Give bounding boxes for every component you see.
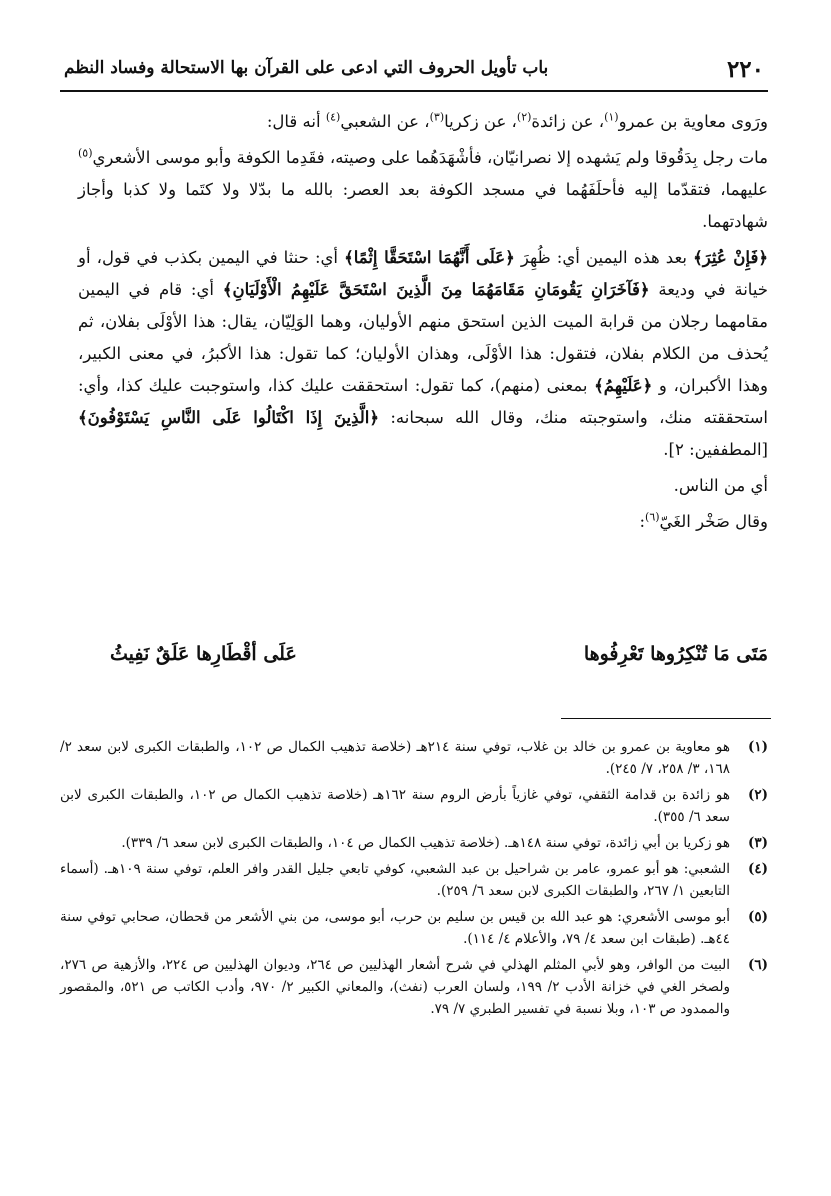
poem-verse (110, 636, 768, 672)
footnote-text: هو زكريا بن أبي زائدة، توفي سنة ١٤٨هـ. (خلاصة تذهيب الكمال ص ١٠٤، والطبقات الكبرى لابن سعد ٦/ ٣٣٩). (121, 835, 730, 851)
footnote (60, 954, 768, 1020)
verse-first-hemistich: مَتَى مَا تُنْكِرُوها تَعْرِفُوها (583, 643, 768, 665)
footnote-number: (٣) (747, 835, 768, 851)
footnote-text: هو زائدة بن قدامة الثقفي، توفي غازياً بأرض الروم سنة ١٦٢هـ (خلاصة تذهيب الكمال ص ١٠٢، والطبقات الكبرى لابن سعد ٦/ ٣٥٥). (60, 787, 730, 825)
footnote-text: الشعبي: هو أبو عمرو، عامر بن شراحيل بن عبد الشعبي، كوفي تابعي جليل القدر وافر العلم، توفي سنة ١٠٩هـ. (أسماء التابعين ١/ ٢٦٧، والطبقات الكبرى لابن سعد ٦/ ٢٥٩). (60, 861, 730, 899)
footnote (60, 736, 768, 780)
footnote-number: (٢) (747, 787, 768, 803)
footnote-ref-6[interactable]: (٦) (645, 510, 660, 524)
running-title: باب تأويل الحروف التي ادعى على القرآن بها الاستحالة وفساد النظم (64, 58, 549, 78)
footnote (60, 784, 768, 828)
footnote-ref-1[interactable]: (١) (604, 110, 619, 124)
quran-quote: ﴿فَإِنْ عُثِرَ﴾ (693, 248, 768, 267)
footnote-text: هو معاوية بن عمرو بن خالد بن غلاب، توفي سنة ٢١٤هـ (خلاصة تذهيب الكمال ص ١٠٢، والطبقات الكبرى لابن سعد ٢/ ١٦٨، ٣/ ٢٥٨، ٧/ ٢٤٥). (60, 739, 730, 777)
footnote-text: أبو موسى الأشعري: هو عبد الله بن قيس بن سليم بن حرب، أبو موسى، من بني الأشعر من قحطان، صحابي توفي سنة ٤٤هـ. (طبقات ابن سعد ٤/ ٧٩، والأعلام ٤/ ١١٤). (60, 909, 730, 947)
footnote-number: (٦) (747, 957, 768, 973)
quran-quote: ﴿الَّذِينَ إِذَا اكْتَالُوا عَلَى النَّاسِ يَسْتَوْفُونَ﴾ (78, 408, 380, 427)
footnote (60, 858, 768, 902)
poem-attribution: وقال صَخْر الغَيّ$^{(٦)}$: (639, 510, 768, 531)
footnotes (60, 736, 768, 1024)
footnote-divider (561, 718, 771, 719)
page-header (60, 56, 768, 92)
paragraph-gloss: أي من الناس. (673, 476, 768, 495)
footnote-number: (٥) (747, 909, 768, 925)
footnote (60, 832, 768, 854)
footnote-ref-3[interactable]: (٣) (429, 110, 445, 124)
footnote-number: (٤) (747, 861, 768, 877)
footnote-number: (١) (747, 739, 768, 755)
paragraph-narration: مات رجل بِدَقُوقا ولم يَشهده إلا نصرانيّان، فأشْهَدَهُما على وصيته، فقَدِما الكوفة وأبو موسى الأشعري$^{(٥)}$ عليهما، فتقدّما إليه فأحلَفَهُما في مسجد الكوفة بعد العصر: بالله ما بدّلا ولا كتَما ولا كذبا وأجاز شهادتهما. (77, 146, 768, 231)
page-number: ٢٢٠ (726, 56, 764, 83)
quran-quote: ﴿عَلَى أَنَّهُمَا اسْتَحَقَّا إِثْمًا﴾ (344, 248, 515, 267)
footnote-text: البيت من الوافر، وهو لأبي المثلم الهذلي في شرح أشعار الهذليين ص ٢٦٤، وديوان الهذليين ص ٢٢٤، والأزهية ص ٢٧٦، ولصخر الغي في خزانة الأدب ٢/ ١٩٩، ولسان العرب (نفث)، والمعاني الكبير ٢/ ٩٧٠، وأدب الكاتب ص ٥٢١، والمقصور والممدود ص ١٠٣، وبلا نسبة في تفسير الطبري ٧/ ٧٩. (60, 957, 731, 1017)
quran-quote: ﴿فَآخَرَانِ يَقُومَانِ مَقَامَهُمَا مِنَ الَّذِينَ اسْتَحَقَّ عَلَيْهِمُ الْأَوْلَيَانِ﴾ (222, 280, 650, 299)
footnote-ref-5[interactable]: (٥) (77, 146, 93, 160)
quran-quote: ﴿عَلَيْهِمُ﴾ (594, 376, 653, 395)
main-text (78, 106, 768, 542)
footnote-ref-2[interactable]: (٢) (516, 110, 532, 124)
footnote (60, 906, 768, 950)
verse-second-hemistich: عَلَى أقْطَارِها عَلَقٌ نَفِيثُ (110, 643, 297, 665)
paragraph-commentary: ﴿فَإِنْ عُثِرَ﴾ بعد هذه اليمين أي: ظُهِرَ ﴿عَلَى أَنَّهُمَا اسْتَحَقَّا إِثْمًا﴾ أي: حنثا في اليمين بكذب في قول، أو خيانة في وديعة ﴿فَآخَرَانِ يَقُومَانِ مَقَامَهُمَا مِنَ الَّذِينَ اسْتَحَقَّ عَلَيْهِمُ الْأَوْلَيَانِ﴾ أي: قام في اليمين مقامهما رجلان من قرابة الميت الذين استحق منهم الأوليان، وهما الوَلِيّان، يقال: هذا الأوْلَى بفلان، ثم يُحذف من الكلام بفلان، فتقول: هذا الأوْلَى، وهذان الأوليان؛ كما تقول: هذا الأكبرُ، في معنى الكبير، وهذا الأكبران، و ﴿عَلَيْهِمُ﴾ بمعنى (منهم)، كما تقول: استحققت عليك كذا، واستوجبت عليك كذا، وأي: استحققته منك، واستوجبته منك، وقال الله سبحانه: ﴿الَّذِينَ إِذَا اكْتَالُوا عَلَى النَّاسِ يَسْتَوْفُونَ﴾ [المطففين: ٢]. (78, 248, 769, 459)
paragraph-chain-of-narration: ورَوى معاوية بن عمرو$^{(١)}$، عن زائدة$^{(٢)}$، عن زكريا$^{(٣)}$، عن الشعبي$^{(٤)}$ أنه قال: (266, 110, 768, 131)
footnote-ref-4[interactable]: (٤) (325, 110, 341, 124)
